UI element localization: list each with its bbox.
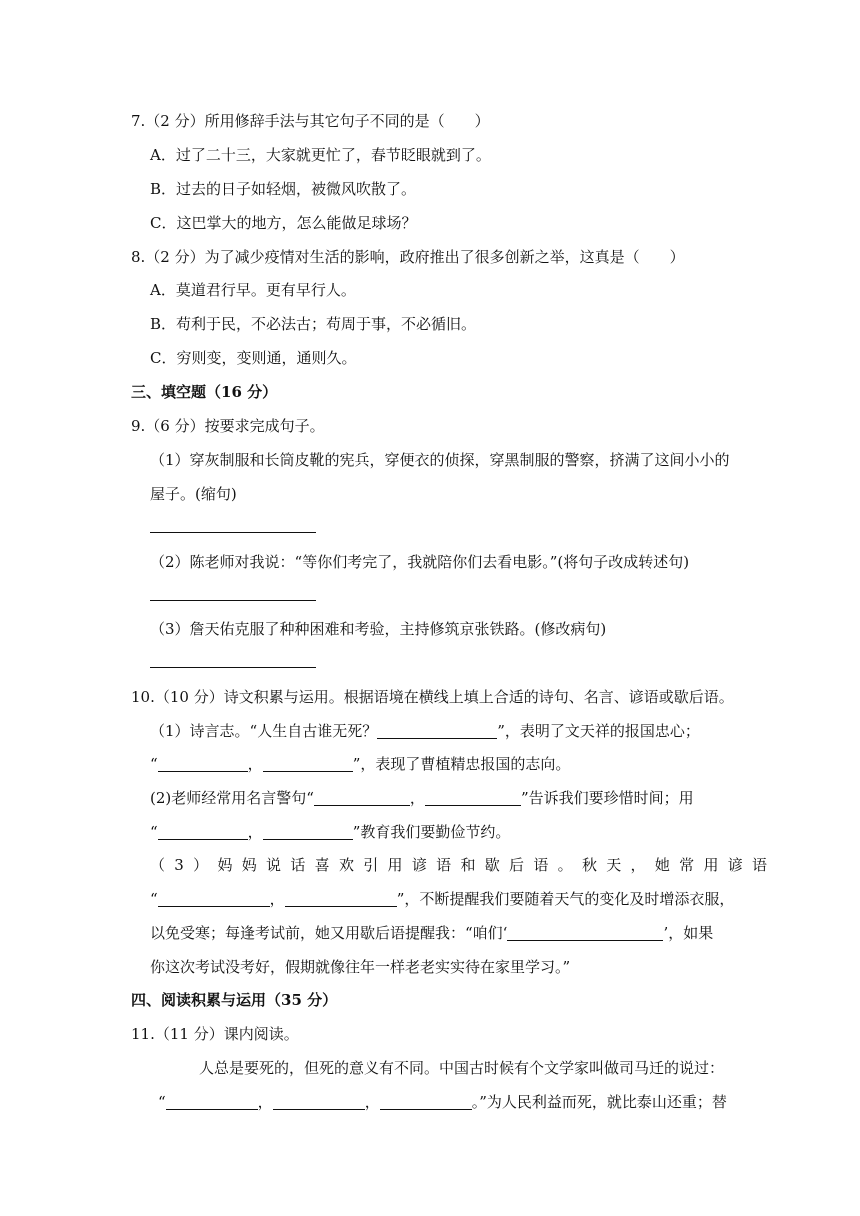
q10-blank-3[interactable] bbox=[263, 755, 353, 772]
q7-option-c: C．这巴掌大的地方，怎么能做足球场？ bbox=[150, 214, 417, 232]
q10-part2-line2 bbox=[150, 821, 510, 843]
q10-p3b-post: ”，不断提醒我们要随着天气的变化及时增添衣服， bbox=[396, 890, 735, 908]
section-4-heading: 四、阅读积累与运用（35 分） bbox=[131, 991, 338, 1009]
q8-option-b: B．苟利于民，不必法古；苟周于事，不必循旧。 bbox=[150, 315, 477, 333]
q10-p1-post: ”，表明了文天祥的报国忠心； bbox=[497, 722, 700, 740]
q8-stem: 8.（2 分）为了减少疫情对生活的影响，政府推出了很多创新之举，这真是（ ） bbox=[131, 248, 685, 266]
comma: ， bbox=[247, 755, 263, 773]
q9-stem: 9.（6 分）按要求完成句子。 bbox=[131, 417, 325, 435]
q9-answer-line-1[interactable] bbox=[150, 532, 316, 533]
q11-blank-3[interactable] bbox=[380, 1093, 472, 1110]
q10-blank-9[interactable] bbox=[285, 890, 397, 907]
q11-blank-2[interactable] bbox=[273, 1093, 365, 1110]
q7-option-b: B．过去的日子如轻烟，被微风吹散了。 bbox=[150, 180, 417, 198]
q10-part1-line1 bbox=[150, 720, 700, 742]
q11-blank-1[interactable] bbox=[166, 1093, 258, 1110]
comma: ， bbox=[247, 823, 263, 841]
q10-blank-7[interactable] bbox=[263, 823, 353, 840]
q11-passage-line2-post: 。”为人民利益而死，就比泰山还重；替 bbox=[471, 1093, 727, 1111]
q7-option-a: A．过了二十三，大家就更忙了，春节眨眼就到了。 bbox=[150, 146, 491, 164]
q11-passage-line2 bbox=[158, 1091, 727, 1113]
q8-option-c: C．穷则变，变则通，通则久。 bbox=[150, 349, 357, 367]
comma: ， bbox=[269, 890, 285, 908]
q10-blank-6[interactable] bbox=[158, 823, 248, 840]
comma: ， bbox=[364, 1093, 380, 1111]
q10-p1-pre: （1）诗言志。“人生自古谁无死？ bbox=[150, 722, 378, 740]
q10-part2-line1 bbox=[150, 787, 694, 809]
q10-blank-10[interactable] bbox=[507, 924, 663, 941]
q10-p2-post: ”告诉我们要珍惜时间；用 bbox=[520, 789, 694, 807]
q10-p3c-post: ’，如果 bbox=[663, 924, 714, 942]
q10-part1-line2 bbox=[150, 753, 570, 775]
q8-option-a: A．莫道君行早。更有早行人。 bbox=[150, 281, 356, 299]
q10-p3c-pre: 以免受寒；每逢考试前，她又用歇后语提醒我：“咱们‘ bbox=[150, 924, 508, 942]
q9-sentence-3: （3）詹天佑克服了种种困难和考验，主持修筑京张铁路。(修改病句) bbox=[150, 620, 607, 638]
q9-answer-line-3[interactable] bbox=[150, 667, 316, 668]
section-3-heading: 三、填空题（16 分） bbox=[131, 383, 278, 401]
open-quote: “ bbox=[158, 1093, 166, 1111]
open-quote: “ bbox=[150, 823, 158, 841]
q10-part3-line2 bbox=[150, 888, 734, 910]
q10-p2b-post: ”教育我们要勤俭节约。 bbox=[352, 823, 511, 841]
q10-blank-8[interactable] bbox=[158, 890, 270, 907]
open-quote: “ bbox=[150, 755, 158, 773]
q10-blank-4[interactable] bbox=[314, 789, 410, 806]
q9-sentence-1a: （1）穿灰制服和长筒皮靴的宪兵，穿便衣的侦探，穿黑制服的警察，挤满了这间小小的 bbox=[150, 451, 730, 469]
q10-stem: 10.（10 分）诗文积累与运用。根据语境在横线上填上合适的诗句、名言、谚语或歇后语。 bbox=[131, 688, 734, 706]
q10-part3-line1: （3）妈妈说话喜欢引用谚语和歇后语。秋天，她常用谚语 bbox=[150, 856, 777, 874]
comma: ， bbox=[409, 789, 425, 807]
q10-p2-pre: (2)老师经常用名言警句“ bbox=[150, 789, 314, 807]
q10-blank-2[interactable] bbox=[158, 755, 248, 772]
q7-stem: 7.（2 分）所用修辞手法与其它句子不同的是（ ） bbox=[131, 112, 490, 130]
q10-part3-line4: 你这次考试没考好，假期就像往年一样老老实实待在家里学习。” bbox=[150, 958, 571, 976]
q9-sentence-1b: 屋子。(缩句) bbox=[150, 485, 237, 503]
q10-part3-line3 bbox=[150, 922, 713, 944]
q9-sentence-2: （2）陈老师对我说：“等你们考完了，我就陪你们去看电影。”(将句子改成转述句) bbox=[150, 553, 690, 571]
comma: ， bbox=[257, 1093, 273, 1111]
q9-answer-line-2[interactable] bbox=[150, 600, 316, 601]
q10-blank-5[interactable] bbox=[425, 789, 521, 806]
q11-passage-line1: 人总是要死的，但死的意义有不同。中国古时候有个文学家叫做司马迁的说过： bbox=[199, 1059, 725, 1077]
q10-p1b-post: ”，表现了曹植精忠报国的志向。 bbox=[352, 755, 571, 773]
open-quote: “ bbox=[150, 890, 158, 908]
q10-blank-1[interactable] bbox=[377, 722, 497, 739]
q11-stem: 11.（11 分）课内阅读。 bbox=[131, 1025, 299, 1043]
